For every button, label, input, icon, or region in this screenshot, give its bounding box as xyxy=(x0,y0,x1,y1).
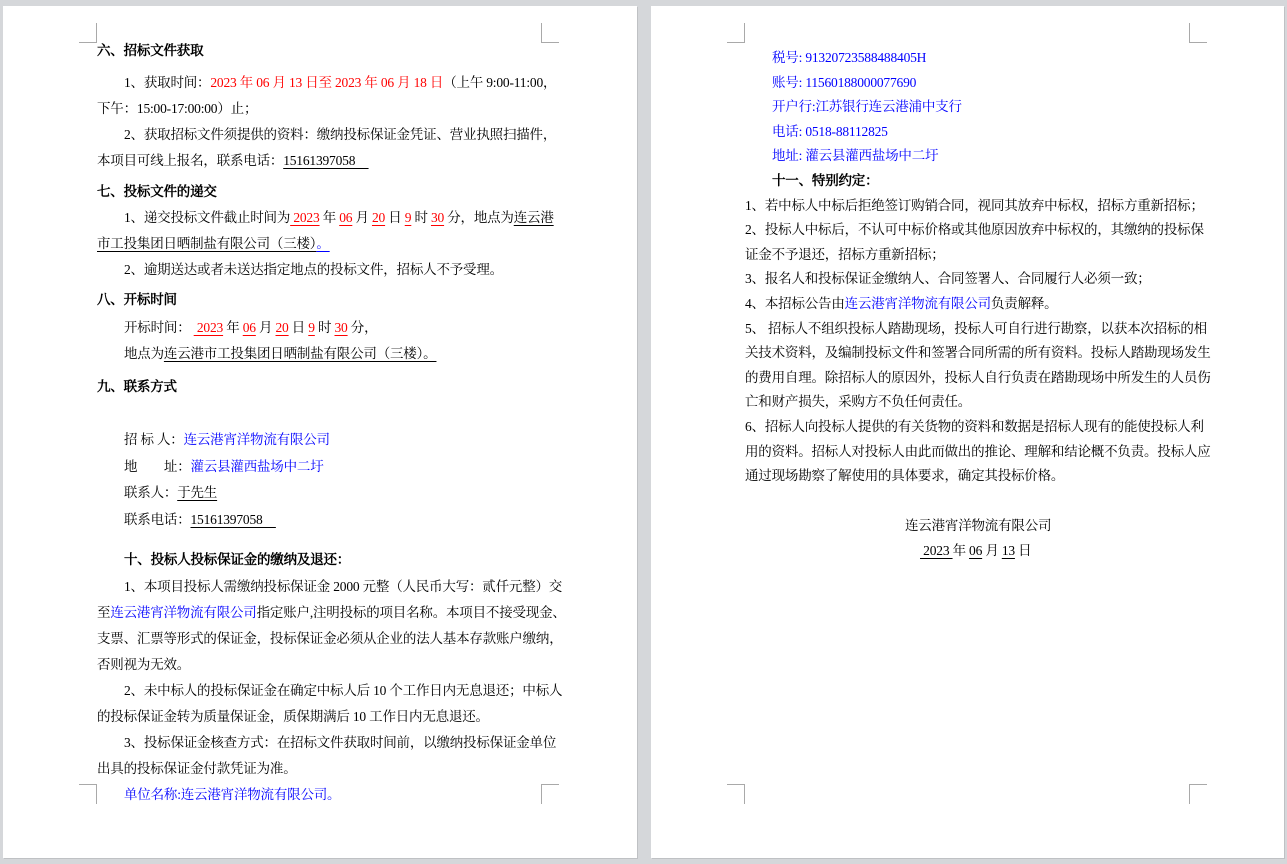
text-segment: 30 xyxy=(430,210,445,225)
text-segment: 通过现场勘察了解使用的具体要求，确定其投标价格。 xyxy=(745,468,1065,484)
text-segment: 2、投标人中标后，不认可中标价格或其他原因放弃中标权的，其缴纳的投标保 xyxy=(745,222,1204,238)
text-line xyxy=(745,415,1204,440)
text-segment: 关技术资料，及编制投标文件和签署合同所需的所有资料。投标人踏勘现场发生 xyxy=(745,345,1211,361)
text-segment: 地 址： xyxy=(124,459,191,474)
text-line xyxy=(97,678,563,704)
text-line xyxy=(97,547,549,573)
text-segment: 2023 xyxy=(920,543,953,559)
text-segment: 1、递交投标文件截止时间为 xyxy=(124,210,291,225)
text-line xyxy=(745,341,1211,366)
margin-mark-bottom-left xyxy=(79,784,97,804)
text-segment: 连云港宵洋物流有限公司 xyxy=(110,605,257,620)
text-line xyxy=(745,144,1197,169)
text-line xyxy=(745,464,1197,489)
text-line xyxy=(97,652,549,678)
text-line xyxy=(745,218,1204,243)
text-segment: 出具的投标保证金付款凭证为准。 xyxy=(97,761,297,776)
text-line xyxy=(97,454,549,480)
text-segment: 十、投标人投标保证金的缴纳及退还： xyxy=(124,552,351,567)
text-segment: 20 xyxy=(371,210,386,225)
text-line xyxy=(745,120,1197,145)
text-line xyxy=(745,46,1197,71)
text-segment: 市工投集团日晒制盐有限公司（三楼） xyxy=(97,236,317,251)
text-segment: 指定账户,注明投标的项目名称。本项目不接受现金、 xyxy=(256,605,566,620)
text-line xyxy=(97,374,549,400)
text-segment: 电话: 0518-88112825 xyxy=(772,123,888,139)
text-segment: 日 xyxy=(288,320,309,335)
text-segment: 招 标 人： xyxy=(124,432,184,447)
text-segment: 连云港宵洋物流有限公司 xyxy=(183,432,330,447)
text-segment: 单位名称:连云港宵洋物流有限公司。 xyxy=(124,787,341,802)
text-line xyxy=(97,287,549,313)
text-line xyxy=(97,756,549,782)
text-line xyxy=(745,317,1207,342)
text-line xyxy=(745,390,1197,415)
text-segment: 15161397058 xyxy=(190,512,276,527)
text-line xyxy=(97,70,557,96)
text-segment: 下午：15:00-17:00:00）止； xyxy=(97,101,258,116)
text-line xyxy=(97,704,549,730)
text-segment: 时 xyxy=(411,210,431,225)
text-segment: 日 xyxy=(385,210,405,225)
text-segment: 连云港宵洋物流有限公司 xyxy=(844,295,991,311)
text-segment: 于先生 xyxy=(177,485,218,500)
text-segment: 2023 xyxy=(290,210,320,225)
text-segment: 06 xyxy=(969,543,983,559)
text-line xyxy=(745,292,1197,317)
text-segment: 联系人： xyxy=(124,485,178,500)
text-line xyxy=(97,315,549,341)
text-line xyxy=(745,194,1204,219)
text-line xyxy=(97,626,563,652)
text-segment: 15161397058 xyxy=(283,153,369,168)
text-segment: 负责解释。 xyxy=(990,295,1058,311)
text-line xyxy=(97,122,557,148)
text-segment: 9 xyxy=(308,320,315,335)
text-line xyxy=(745,71,1197,96)
text-line xyxy=(97,257,549,283)
text-line xyxy=(97,427,549,453)
text-segment: 支票、汇票等形式的保证金，投标保证金必须从企业的法人基本存款账户缴纳， xyxy=(97,631,563,646)
text-segment: 年 xyxy=(952,543,970,559)
margin-mark-top-left xyxy=(727,23,745,43)
text-segment: 连云港宵洋物流有限公司 xyxy=(905,517,1052,533)
text-segment: 2、获取招标文件须提供的资料：缴纳投标保证金凭证、营业执照扫描件， xyxy=(124,127,557,142)
text-segment: 3、报名人和投标保证金缴纳人、合同签署人、合同履行人必须一致； xyxy=(745,271,1151,287)
text-segment: 20 xyxy=(275,320,289,335)
text-segment: 。 xyxy=(316,236,330,251)
margin-mark-top-left xyxy=(79,23,97,43)
text-segment: 亡和财产损失，采购方不负任何责任。 xyxy=(745,394,972,410)
text-line xyxy=(97,507,549,533)
page-1-text-body xyxy=(97,38,566,808)
text-segment: 4、本招标公告由 xyxy=(745,295,845,311)
text-line xyxy=(745,169,1197,194)
text-line xyxy=(97,38,549,64)
text-segment: 十一、特别约定： xyxy=(772,172,879,188)
text-segment: 2、未中标人的投标保证金在确定中标人后 10 个工作日内无息退还；中标人 xyxy=(124,683,563,698)
text-line xyxy=(97,148,549,174)
text-segment: 连云港 xyxy=(513,210,554,225)
text-segment: 月 xyxy=(255,320,276,335)
text-line xyxy=(97,480,549,506)
page-2-text-body xyxy=(745,46,1211,564)
margin-mark-bottom-left xyxy=(727,784,745,804)
text-segment: 2023 xyxy=(193,320,224,335)
text-line xyxy=(745,267,1197,292)
text-line xyxy=(97,600,566,626)
text-segment: 的费用自理。除招标人的原因外，投标人自行负责在踏勘现场中所发生的人员伤 xyxy=(745,369,1211,385)
text-line xyxy=(745,514,1197,539)
text-segment: 八、开标时间 xyxy=(97,292,177,307)
text-segment: 至 xyxy=(97,605,111,620)
text-segment: 3、投标保证金核查方式：在招标文件获取时间前，以缴纳投标保证金单位 xyxy=(124,735,557,750)
text-segment: 月 xyxy=(982,543,1002,559)
text-segment: 1、若中标人中标后拒绝签订购销合同，视同其放弃中标权，招标方重新招标； xyxy=(745,197,1204,213)
text-segment: 06 xyxy=(242,320,256,335)
text-segment: 六、招标文件获取 xyxy=(97,43,204,58)
document-page-2[interactable] xyxy=(651,6,1284,858)
text-segment: 6、招标人向投标人提供的有关货物的资料和数据是招标人现有的能使投标人利 xyxy=(745,418,1204,434)
text-line xyxy=(745,95,1197,120)
text-segment: 九、联系方式 xyxy=(97,379,177,394)
text-segment: 地点为 xyxy=(124,346,164,361)
text-line xyxy=(97,231,549,257)
text-line xyxy=(97,341,549,367)
text-segment: 证金不予退还，招标方重新招标； xyxy=(745,246,945,262)
text-segment: 灌云县灌西盐场中二圩 xyxy=(190,459,324,474)
text-segment: 分， xyxy=(347,320,378,335)
text-segment: 06 xyxy=(339,210,353,225)
text-segment: 七、投标文件的递交 xyxy=(97,184,217,199)
text-segment: 年 xyxy=(319,210,340,225)
text-line xyxy=(745,440,1211,465)
text-segment: 开标时间： xyxy=(124,320,194,335)
margin-mark-top-right xyxy=(1189,23,1207,43)
text-segment: 分，地点为 xyxy=(444,210,514,225)
text-segment: 连云港市工投集团日晒制盐有限公司（三楼）。 xyxy=(163,346,437,361)
text-line xyxy=(745,366,1211,391)
document-page-1[interactable] xyxy=(3,6,637,858)
text-segment: 13 xyxy=(1001,543,1015,559)
text-segment: 用的资料。招标人对投标人由此而做出的推论、理解和结论概不负责。投标人应 xyxy=(745,443,1211,459)
text-segment: 日 xyxy=(1014,543,1032,559)
text-segment: 否则视为无效。 xyxy=(97,657,191,672)
text-line xyxy=(97,96,549,122)
margin-mark-bottom-right xyxy=(1189,784,1207,804)
text-segment: 1、获取时间： xyxy=(124,75,211,90)
text-segment: （上午 9:00-11:00， xyxy=(443,75,557,90)
text-segment: 联系电话： xyxy=(124,512,191,527)
text-segment: 年 xyxy=(223,320,243,335)
text-line xyxy=(97,205,554,231)
text-segment: 9 xyxy=(404,210,412,225)
text-segment: 本项目可线上报名，联系电话： xyxy=(97,153,284,168)
text-segment: 开户行:江苏银行连云港浦中支行 xyxy=(772,99,962,115)
text-segment: 月 xyxy=(352,210,372,225)
text-segment: 30 xyxy=(334,320,348,335)
text-segment: 账号: 11560188000077690 xyxy=(772,74,917,90)
text-segment: 地址: 灌云县灌西盐场中二圩 xyxy=(772,148,939,164)
text-line xyxy=(97,179,549,205)
text-segment: 1、本项目投标人需缴纳投标保证金 2000 元整（人民币大写：贰仟元整）交 xyxy=(124,579,563,594)
text-segment: 税号: 91320723588488405H xyxy=(772,50,927,65)
text-segment: 时 xyxy=(314,320,335,335)
text-line xyxy=(97,574,563,600)
text-line xyxy=(745,539,1197,564)
text-line xyxy=(745,243,1197,268)
text-segment: 的投标保证金转为质量保证金，质保期满后 10 工作日内无息退还。 xyxy=(97,709,489,724)
text-segment: 2023 年 06 月 13 日至 2023 年 06 月 18 日 xyxy=(210,75,444,90)
text-line xyxy=(97,730,557,756)
text-segment: 5、 招标人不组织投标人踏勘现场，投标人可自行进行勘察，以获本次招标的相 xyxy=(745,320,1207,336)
text-line xyxy=(97,782,549,808)
text-segment: 2、逾期送达或者未送达指定地点的投标文件，招标人不予受理。 xyxy=(124,262,503,277)
